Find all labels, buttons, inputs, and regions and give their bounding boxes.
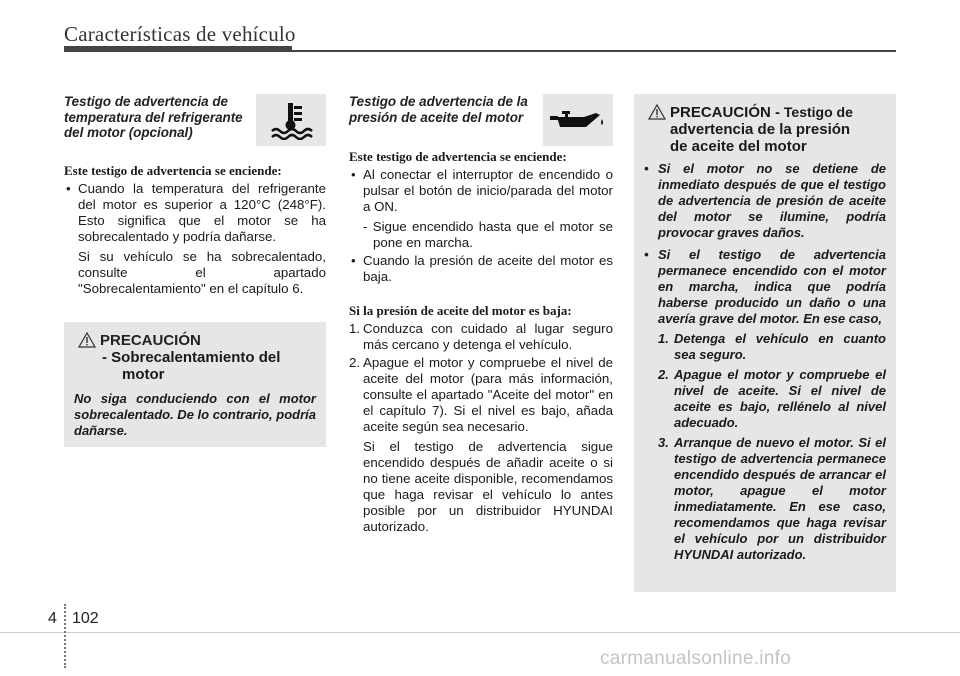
caution-oil-label-rest: Testigo de xyxy=(780,104,853,120)
oil-subhead-1: Este testigo de advertencia se enciende: xyxy=(349,149,567,164)
caution-oil-line3: de aceite del motor xyxy=(670,138,807,155)
oil-icon-box xyxy=(543,94,613,146)
oil-pressure-section xyxy=(349,94,613,535)
caution-overheat-text: No siga conduciendo con el motor sobrecalentado. De lo contrario, podría dañarse. xyxy=(74,391,316,438)
warning-triangle-icon xyxy=(78,332,96,348)
caution-overheat-heading xyxy=(74,332,316,349)
oil-pressure-icon xyxy=(548,105,608,135)
caution-oil-step-3 xyxy=(644,435,886,563)
chapter-number: 4 xyxy=(48,610,57,627)
coolant-bullet: • Cuando la temperatura del refrigerante del motor es superior a 120°C (248°F). Esto significa que el motor se ha sobrecalentado y podría dañarse. xyxy=(64,181,326,245)
oil-step-2-cont: Si el testigo de advertencia sigue encendido después de añadir aceite o si no tiene aceite disponible, recomendamos que haga revisar el vehículo lo antes posible por un distribuidor HYUNDAI autorizado. xyxy=(363,439,613,534)
caution-oil-step-2 xyxy=(644,367,886,431)
oil-bullet-1: • Al conectar el interruptor de encendido o pulsar el botón de inicio/parada del motor a ON. xyxy=(349,167,613,215)
page-number: 102 xyxy=(72,610,99,627)
caution-overheat-label: PRECAUCIÓN xyxy=(100,332,201,349)
oil-dash-1: - Sigue encendido hasta que el motor se pone en marcha. xyxy=(363,219,613,250)
caution-oil-box xyxy=(634,94,896,592)
footer-rule xyxy=(0,632,960,633)
page-header-title: Características de vehículo xyxy=(64,22,296,46)
coolant-subhead: Este testigo de advertencia se enciende: xyxy=(64,162,282,178)
caution-oil-step-1-text: Detenga el vehículo en cuanto sea seguro. xyxy=(674,331,886,362)
caution-oil-step-2-text: Apague el motor y compruebe el nivel de aceite. Si el nivel de aceite es bajo, rellénelo al nivel adecuado. xyxy=(674,367,886,430)
caution-oil-step-3-text: Arranque de nuevo el motor. Si el testigo de advertencia permanece encendido después de arrancar el motor, apague el motor inmediatamente. En ese caso, recomendamos que haga revisar el vehículo por un distribuidor HYUNDAI autorizado. xyxy=(674,435,886,562)
caution-oil-line2: advertencia de la presión xyxy=(670,121,851,138)
oil-step-2-text: Apague el motor y compruebe el nivel de aceite del motor (para más información, consulte el apartado "Aceite del motor" en el capítulo 7). Si el nivel es bajo, añada aceite según sea necesario. xyxy=(363,355,613,434)
caution-overheat-sub2: motor xyxy=(122,366,165,383)
warning-triangle-icon xyxy=(648,104,666,120)
caution-oil-label: PRECAUCIÓN - xyxy=(670,104,781,121)
footer-separator xyxy=(64,604,66,668)
header-rule xyxy=(292,50,896,52)
oil-indicator-title: Testigo de advertencia de la presión de aceite del motor xyxy=(349,94,528,125)
coolant-indicator-title: Testigo de advertencia de temperatura del refrigerante del motor (opcional) xyxy=(64,94,243,140)
oil-subhead-2: Si la presión de aceite del motor es baja: xyxy=(349,303,572,318)
caution-oil-step-3-number: 3. xyxy=(658,435,669,450)
caution-overheat-sub1: - Sobrecalentamiento del xyxy=(102,349,281,366)
oil-step-1-text: Conduzca con cuidado al lugar seguro más cercano y detenga el vehículo. xyxy=(363,321,613,352)
oil-step-2-number: 2. xyxy=(349,355,361,370)
caution-oil-step-1-number: 1. xyxy=(658,331,669,346)
caution-overheat-box xyxy=(64,322,326,447)
coolant-bullet-cont: Si su vehículo se ha sobrecalentado, consulte el apartado "Sobrecalentamiento" en el capítulo 6. xyxy=(78,248,326,296)
caution-oil-bullet-2: • Si el testigo de advertencia permanece encendido con el motor en marcha, indica que podría haberse producido un daño o una avería grave del motor. En ese caso, xyxy=(644,247,886,327)
watermark-text: carmanualsonline.info xyxy=(600,648,792,669)
coolant-icon-box xyxy=(256,94,326,146)
coolant-section xyxy=(64,94,326,297)
oil-step-1-number: 1. xyxy=(349,321,361,336)
caution-oil-step-2-number: 2. xyxy=(658,367,669,382)
caution-oil-step-1 xyxy=(644,331,886,363)
caution-oil-bullet-1: • Si el motor no se detiene de inmediato después de que el testigo de advertencia de presión de aceite del motor se ilumine, podría provocar graves daños. xyxy=(644,161,886,241)
oil-step-1 xyxy=(349,321,613,353)
oil-step-2 xyxy=(349,355,613,435)
caution-oil-heading xyxy=(644,104,886,121)
oil-bullet-2: • Cuando la presión de aceite del motor es baja. xyxy=(349,253,613,285)
coolant-temperature-icon xyxy=(266,100,316,140)
header-bar xyxy=(64,46,292,52)
